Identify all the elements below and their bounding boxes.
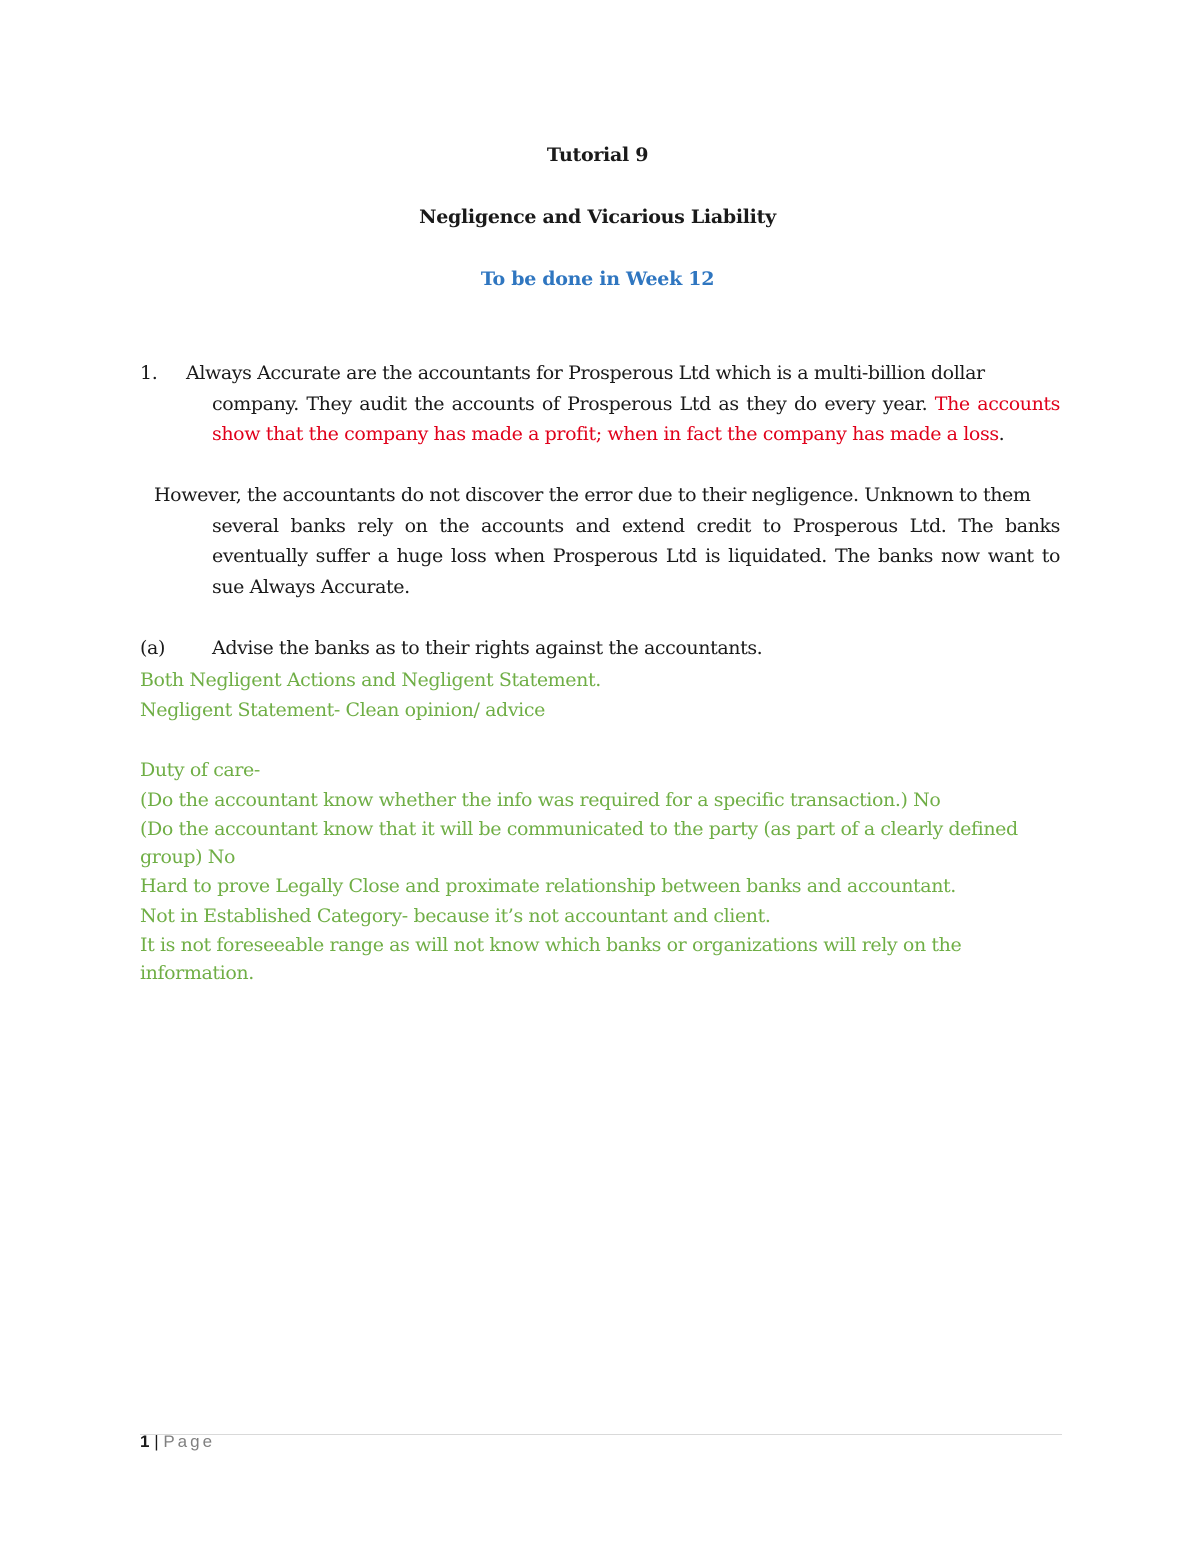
part-a-label: (a) <box>140 637 165 659</box>
answer-line: It is not foreseeable range as will not know which banks or organizations will rely on the information. <box>140 934 962 984</box>
answer-line: Both Negligent Actions and Negligent Statement. <box>140 669 601 691</box>
question-1-line-2: company. They audit the accounts of Prosperous Ltd as they do every year. <box>212 392 935 415</box>
footer-separator: | <box>149 1432 164 1451</box>
paragraph-2-line-1: However, the accountants do not discover the error due to their negligence. Unknown to them <box>154 484 1031 506</box>
answer-line: Hard to prove Legally Close and proximate relationship between banks and accountant. <box>140 875 956 897</box>
page-label: Page <box>163 1432 216 1451</box>
footer-divider <box>140 1434 1062 1435</box>
answer-spacer <box>140 725 1040 755</box>
answer-notes <box>140 665 1040 987</box>
question-1-line-3-end: . <box>998 423 1005 445</box>
part-a-question <box>140 633 1060 664</box>
answer-line: Not in Established Category- because it’s not accountant and client. <box>140 905 771 927</box>
question-number: 1. <box>140 362 158 384</box>
part-a-text: Advise the banks as to their rights against the accountants. <box>212 637 763 659</box>
document-subtitle: Negligence and Vicarious Liability <box>419 206 776 228</box>
question-1 <box>140 358 1060 450</box>
document-title: Tutorial 9 <box>546 144 649 166</box>
question-1-continuation <box>140 389 1060 450</box>
answer-line: (Do the accountant know whether the info was required for a specific transaction.) No <box>140 789 941 811</box>
answer-line: Negligent Statement- Clean opinion/ advice <box>140 699 545 721</box>
question-1-line-1: Always Accurate are the accountants for Prosperous Ltd which is a multi-billion dollar <box>186 362 985 384</box>
schedule-note: To be done in Week 12 <box>480 268 715 290</box>
highlight-red-1: The accounts <box>934 392 1060 415</box>
paragraph-2-rest: several banks rely on the accounts and extend credit to Prosperous Ltd. The banks eventually suffer a huge loss when Prosperous Ltd is liquidated. The banks now want to sue Always Accurate. <box>212 514 1060 598</box>
question-1-paragraph-2 <box>154 480 1060 602</box>
page-number: 1 <box>140 1432 150 1451</box>
answer-line: (Do the accountant know that it will be communicated to the party (as part of a clearly defined group) No <box>140 818 1018 868</box>
highlight-red-2: show that the company has made a profit; when in fact the company has made a loss <box>212 423 999 445</box>
page-footer <box>140 1432 215 1452</box>
answer-line: Duty of care- <box>140 759 260 781</box>
